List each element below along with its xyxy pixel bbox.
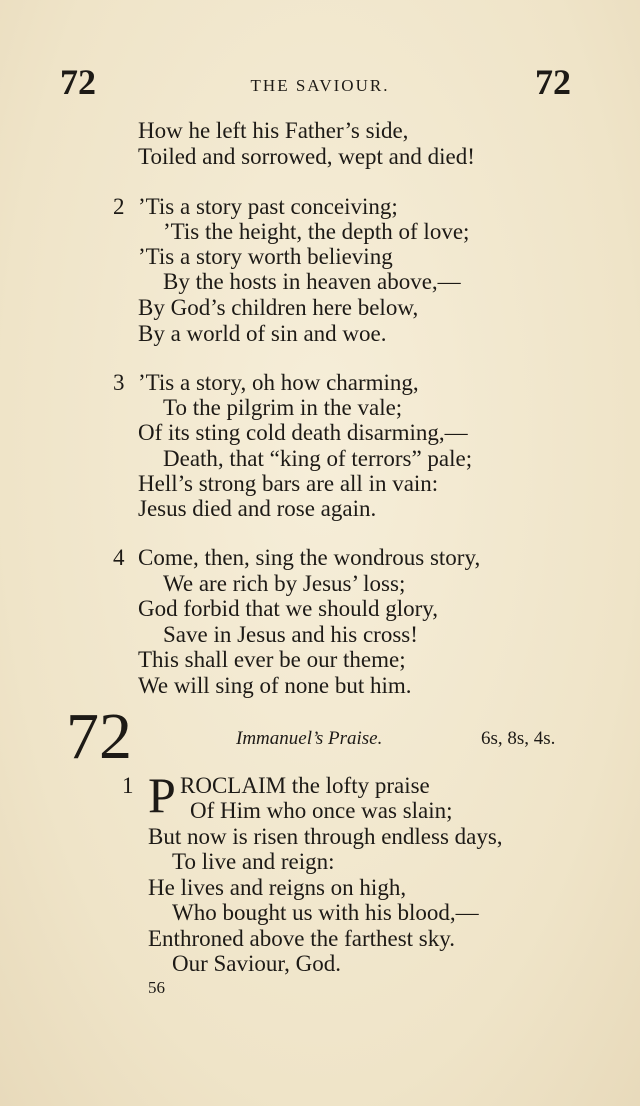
drop-cap: P (148, 767, 176, 823)
verse-line: Of Him who once was slain; (190, 798, 453, 823)
verse-line: To live and reign: (172, 849, 335, 874)
verse-line: Who bought us with his blood,— (172, 900, 479, 925)
verse-line: We are rich by Jesus’ loss; (163, 571, 406, 596)
verse-line: Hell’s strong bars are all in vain: (138, 471, 439, 496)
verse-line: But now is risen through endless days, (148, 824, 503, 849)
verse-line: Come, then, sing the wondrous story, (138, 545, 481, 570)
header-hymn-number-left: 72 (60, 62, 96, 102)
verse-line: How he left his Father’s side, (138, 118, 409, 143)
verse-line: ROCLAIM the lofty praise (180, 773, 430, 798)
verse-line: Our Saviour, God. (172, 951, 342, 976)
verse-line: Of its sting cold death disarming,— (138, 420, 468, 445)
header-hymn-number-right: 72 (535, 62, 571, 102)
verse-line: ’Tis a story past conceiving; (138, 194, 398, 219)
verse-line: This shall ever be our theme; (138, 647, 406, 672)
verse-line: We will sing of none but him. (138, 673, 412, 698)
verse-line: Toiled and sorrowed, wept and died! (138, 144, 475, 169)
verse-line: ’Tis a story, oh how charming, (138, 370, 419, 395)
verse-line: Save in Jesus and his cross! (163, 622, 418, 647)
verse-line: He lives and reigns on high, (148, 875, 407, 900)
verse-line: By a world of sin and woe. (138, 321, 387, 346)
hymn-number: 72 (66, 700, 132, 773)
verse-line: God forbid that we should glory, (138, 596, 439, 621)
verse-line: To the pilgrim in the vale; (163, 395, 403, 420)
verse-number: 3 (113, 370, 125, 395)
running-head: THE SAVIOUR. (250, 76, 390, 95)
verse-line: ’Tis a story worth believing (138, 244, 393, 269)
hymn-title: Immanuel’s Praise. (236, 728, 383, 749)
verse-line: By the hosts in heaven above,— (163, 269, 461, 294)
verse-line: Enthroned above the farthest sky. (148, 926, 455, 951)
hymn-meter: 6s, 8s, 4s. (481, 728, 556, 749)
verse-number: 2 (113, 194, 125, 219)
verse-number: 4 (113, 545, 125, 570)
verse-line: By God’s children here below, (138, 295, 419, 320)
verse-number: 1 (122, 773, 134, 798)
verse-line: Jesus died and rose again. (138, 496, 377, 521)
page-number: 56 (148, 978, 165, 997)
verse-line: ’Tis the height, the depth of love; (163, 219, 470, 244)
verse-line: Death, that “king of terrors” pale; (163, 446, 473, 471)
